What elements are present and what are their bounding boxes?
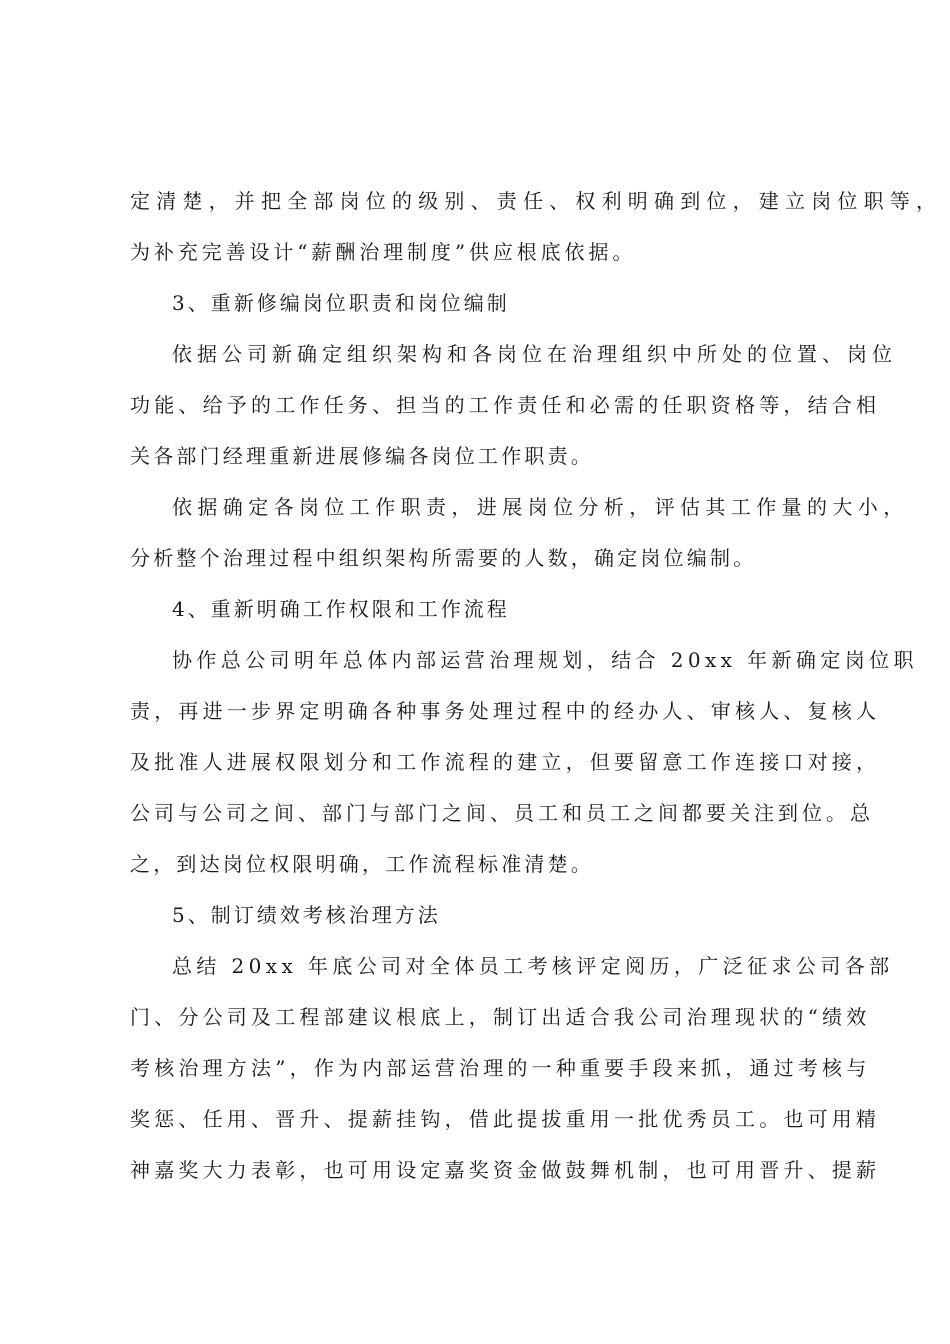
text-line: 分析整个治理过程中组织架构所需要的人数，确定岗位编制。 (130, 546, 757, 570)
text-line: 神嘉奖大力表彰，也可用设定嘉奖资金做鼓舞机制，也可用晋升、提薪 (130, 1158, 881, 1182)
text-line: 功能、给予的工作任务、担当的工作责任和必需的任职资格等，结合相 (130, 393, 881, 417)
text-line: 依据公司新确定组织架构和各岗位在治理组织中所处的位置、岗位 (172, 342, 897, 366)
text-line: 责，再进一步界定明确各种事务处理过程中的经办人、审核人、复核人 (130, 699, 881, 723)
section-heading: 4、重新明确工作权限和工作流程 (172, 597, 510, 621)
text-line: 为补充完善设计“薪酬治理制度”供应根底依据。 (130, 240, 637, 264)
text-line: 门、分公司及工程部建议根底上，制订出适合我公司治理现状的“绩效 (130, 1005, 871, 1029)
section-heading: 3、重新修编岗位职责和岗位编制 (172, 291, 510, 315)
text-line: 定清楚，并把全部岗位的级别、责任、权利明确到位，建立岗位职等， (130, 189, 943, 213)
text-line: 依据确定各岗位工作职责，进展岗位分析，评估其工作量的大小， (172, 495, 909, 519)
text-line: 及批准人进展权限划分和工作流程的建立，但要留意工作连接口对接， (130, 750, 881, 774)
text-line: 奖惩、任用、晋升、提薪挂钩，借此提拔重用一批优秀员工。也可用精 (130, 1107, 881, 1131)
text-line: 总结 20xx 年底公司对全体员工考核评定阅历，广泛征求公司各部 (172, 954, 894, 978)
text-line: 公司与公司之间、部门与部门之间、员工和员工之间都要关注到位。总 (130, 801, 874, 825)
text-line: 考核治理方法”，作为内部运营治理的一种重要手段来抓，通过考核与 (130, 1056, 871, 1080)
text-line: 之，到达岗位权限明确，工作流程标准清楚。 (130, 852, 594, 876)
text-line: 协作总公司明年总体内部运营治理规划，结合 20xx 年新确定岗位职 (172, 648, 918, 672)
text-line: 关各部门经理重新进展修编各岗位工作职责。 (130, 444, 594, 468)
section-heading: 5、制订绩效考核治理方法 (172, 903, 441, 927)
